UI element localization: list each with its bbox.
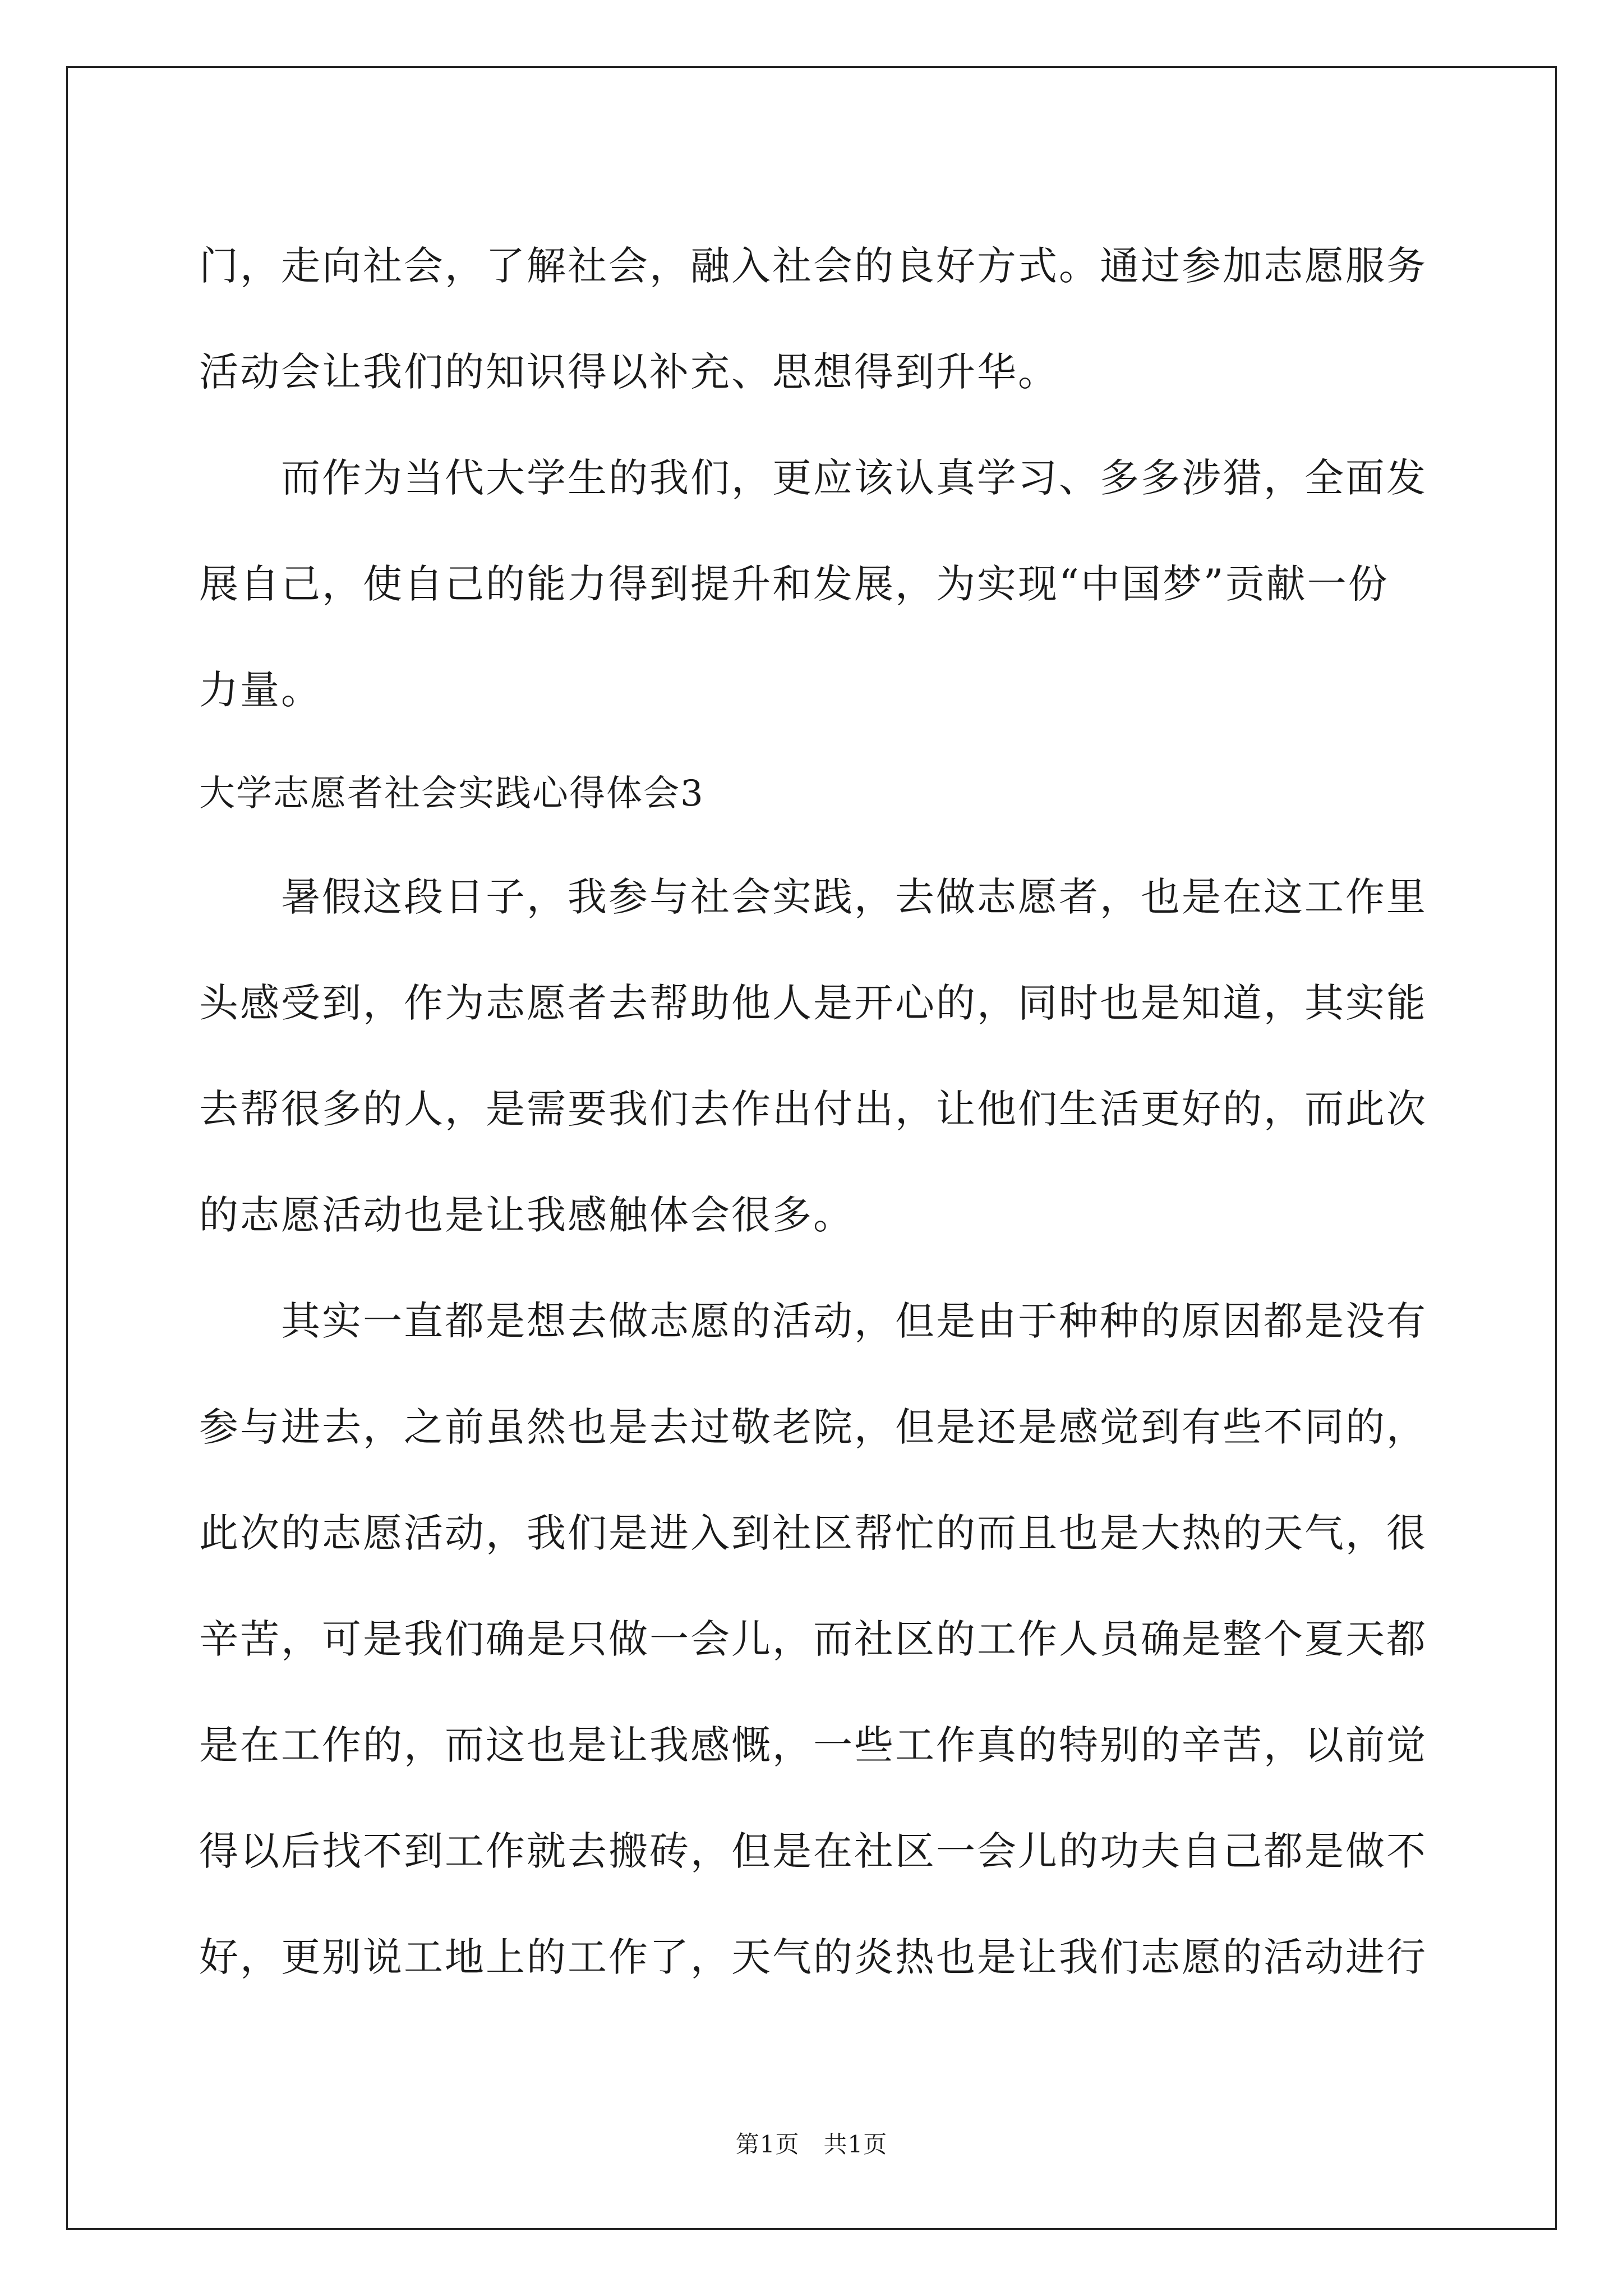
text-line: 门，走向社会，了解社会，融入社会的良好方式。通过参加志愿服务 (199, 243, 1427, 289)
paragraph (199, 844, 1438, 1268)
text-line: 得以后找不到工作就去搬砖，但是在社区一会儿的功夫自己都是做不 (199, 1828, 1427, 1874)
text-line: 其实一直都是想去做志愿的活动，但是由于种种的原因都是没有 (281, 1298, 1427, 1344)
text-line: 去帮很多的人，是需要我们去作出付出，让他们生活更好的，而此次 (199, 1086, 1427, 1132)
text-line: 活动会让我们的知识得以补充、思想得到升华。 (199, 349, 1059, 395)
section-heading: 大学志愿者社会实践心得体会3 (199, 773, 704, 815)
text-line: 是在工作的，而这也是让我感慨，一些工作真的特别的辛苦，以前觉 (199, 1722, 1427, 1768)
text-line: 的志愿活动也是让我感触体会很多。 (199, 1192, 854, 1238)
text-line: 暑假这段日子，我参与社会实践，去做志愿者，也是在这工作里 (281, 874, 1427, 920)
text-line: 参与进去，之前虽然也是去过敬老院，但是还是感觉到有些不同的， (199, 1404, 1427, 1450)
page-number-footer: 第1页 共1页 (735, 2131, 888, 2158)
text-line: 而作为当代大学生的我们，更应该认真学习、多多涉猎，全面发 (281, 455, 1427, 501)
paragraph (199, 425, 1438, 743)
paragraph (199, 1268, 1438, 2010)
text-line: 此次的志愿活动，我们是进入到社区帮忙的而且也是大热的天气，很 (199, 1510, 1427, 1556)
paragraph (199, 213, 1438, 425)
text-line: 展自己，使自己的能力得到提升和发展，为实现“中国梦”贡献一份 (199, 561, 1389, 607)
text-line: 力量。 (199, 667, 322, 713)
document-body (199, 213, 1438, 2010)
text-line: 好，更别说工地上的工作了，天气的炎热也是让我们志愿的活动进行 (199, 1934, 1427, 1980)
text-line: 辛苦，可是我们确是只做一会儿，而社区的工作人员确是整个夏天都 (199, 1616, 1427, 1662)
text-line: 头感受到，作为志愿者去帮助他人是开心的，同时也是知道，其实能 (199, 980, 1427, 1026)
